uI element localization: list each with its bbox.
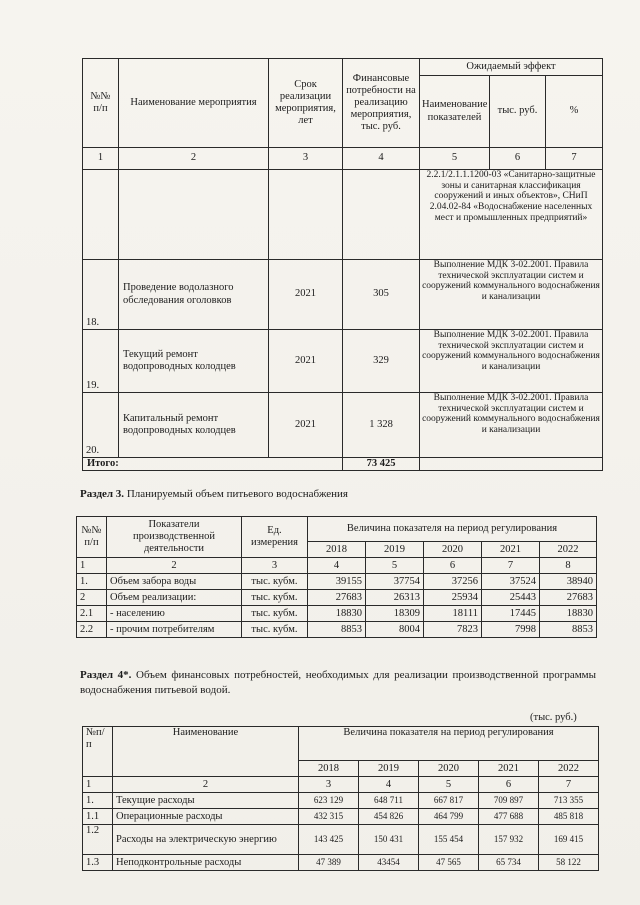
- col-number: 1: [77, 558, 107, 574]
- header-num: №№ п/п: [83, 59, 119, 148]
- row-name: Текущие расходы: [113, 793, 299, 809]
- row-note: Выполнение МДК 3-02.2001. Правила технической эксплуатации систем и сооружений коммунального водоснабжения и канализации: [420, 260, 603, 330]
- header-unit: Ед. измерения: [242, 517, 308, 558]
- row-value: 26313: [366, 590, 424, 606]
- header-thous-rub: тыс. руб.: [490, 76, 546, 148]
- year-2018: 2018: [299, 761, 359, 777]
- row-value: 43454: [359, 855, 419, 871]
- row-value: 39155: [308, 574, 366, 590]
- col-number: 7: [482, 558, 540, 574]
- row-num: 20.: [83, 393, 119, 458]
- col-number: 2: [119, 148, 269, 170]
- header-measure-name: Наименование мероприятия: [119, 59, 269, 148]
- row-value: 58 122: [539, 855, 599, 871]
- col-number: 1: [83, 148, 119, 170]
- row-num: 2: [77, 590, 107, 606]
- row-value: 143 425: [299, 825, 359, 855]
- col-number: 2: [107, 558, 242, 574]
- row-unit: тыс. кубм.: [242, 590, 308, 606]
- row-num: 1.1: [83, 809, 113, 825]
- section3-heading: [80, 488, 348, 500]
- row-value: 464 799: [419, 809, 479, 825]
- row-cost: 305: [343, 260, 420, 330]
- row-value: 37754: [366, 574, 424, 590]
- financial-needs-table: [82, 726, 599, 871]
- row-measure-name: Текущий ремонт водопроводных колодцев: [119, 330, 269, 393]
- row-value: 47 565: [419, 855, 479, 871]
- row-unit: тыс. кубм.: [242, 606, 308, 622]
- row-note: Выполнение МДК 3-02.2001. Правила технической эксплуатации систем и сооружений коммунального водоснабжения и канализации: [420, 330, 603, 393]
- row-value: 155 454: [419, 825, 479, 855]
- table-row: [83, 260, 603, 330]
- col-number: 8: [540, 558, 597, 574]
- row-value: 65 734: [479, 855, 539, 871]
- row-indicator: - прочим потребителям: [107, 622, 242, 638]
- col-number: 6: [490, 148, 546, 170]
- units-note: (тыс. руб.): [530, 712, 577, 723]
- row-value: 454 826: [359, 809, 419, 825]
- header-num: №п/п: [83, 727, 113, 777]
- row-num: 18.: [83, 260, 119, 330]
- table-row: [77, 590, 597, 606]
- row-name: Расходы на электрическую энергию: [113, 825, 299, 855]
- col-number: 3: [269, 148, 343, 170]
- header-period: Величина показателя на период регулирования: [299, 727, 599, 761]
- row-name: Операционные расходы: [113, 809, 299, 825]
- row-num: 1.: [83, 793, 113, 809]
- row-cost: 1 328: [343, 393, 420, 458]
- row-value: 667 817: [419, 793, 479, 809]
- row-cost: 329: [343, 330, 420, 393]
- row-num: 2.1: [77, 606, 107, 622]
- row-value: 18830: [540, 606, 597, 622]
- col-number: 3: [242, 558, 308, 574]
- row-value: 18830: [308, 606, 366, 622]
- row-num: 1.3: [83, 855, 113, 871]
- col-number: 4: [308, 558, 366, 574]
- row-value: 8853: [308, 622, 366, 638]
- header-period: Величина показателя на период регулирования: [308, 517, 597, 542]
- row-value: 18309: [366, 606, 424, 622]
- water-volume-table: [76, 516, 597, 638]
- col-number: 7: [539, 777, 599, 793]
- table-row: [77, 574, 597, 590]
- row-value: 7998: [482, 622, 540, 638]
- row-num: 19.: [83, 330, 119, 393]
- row-indicator: Объем забора воды: [107, 574, 242, 590]
- total-label: Итого:: [83, 458, 343, 471]
- year-2018: 2018: [308, 542, 366, 558]
- column-numbers-row: [77, 558, 597, 574]
- year-2020: 2020: [424, 542, 482, 558]
- section4-heading: [80, 668, 596, 698]
- row-value: 169 415: [539, 825, 599, 855]
- column-numbers-row: [83, 777, 599, 793]
- table-row: [77, 622, 597, 638]
- table-row: [83, 825, 599, 855]
- year-2022: 2022: [540, 542, 597, 558]
- year-2020: 2020: [419, 761, 479, 777]
- section3-title: Планируемый объем питьевого водоснабжения: [126, 488, 348, 500]
- row-value: 37256: [424, 574, 482, 590]
- row-value: 18111: [424, 606, 482, 622]
- row-value: 157 932: [479, 825, 539, 855]
- row-value: 27683: [540, 590, 597, 606]
- header-indicator: Показатели производственной деятельности: [107, 517, 242, 558]
- year-2021: 2021: [482, 542, 540, 558]
- col-number: 2: [113, 777, 299, 793]
- row-value: 485 818: [539, 809, 599, 825]
- year-2022: 2022: [539, 761, 599, 777]
- row-value: 17445: [482, 606, 540, 622]
- col-number: 6: [479, 777, 539, 793]
- row-value: 709 897: [479, 793, 539, 809]
- row-value: 432 315: [299, 809, 359, 825]
- header-expected-effect: Ожидаемый эффект: [420, 59, 603, 76]
- year-2019: 2019: [366, 542, 424, 558]
- header-name: Наименование: [113, 727, 299, 777]
- row-value: 27683: [308, 590, 366, 606]
- total-row: [83, 458, 603, 471]
- table-row: [83, 393, 603, 458]
- row-value: 25934: [424, 590, 482, 606]
- header-num: №№ п/п: [77, 517, 107, 558]
- row-value: 8004: [366, 622, 424, 638]
- table-row: [83, 855, 599, 871]
- row-num: 1.2: [83, 825, 113, 855]
- row-unit: тыс. кубм.: [242, 622, 308, 638]
- year-2019: 2019: [359, 761, 419, 777]
- row-name: Неподконтрольные расходы: [113, 855, 299, 871]
- row-measure-name: Капитальный ремонт водопроводных колодцев: [119, 393, 269, 458]
- col-number: 1: [83, 777, 113, 793]
- col-number: 5: [366, 558, 424, 574]
- row-indicator: - населению: [107, 606, 242, 622]
- col-number: 4: [359, 777, 419, 793]
- header-finance: Финансовые потребности на реализацию мероприятия, тыс. руб.: [343, 59, 420, 148]
- column-numbers-row: [83, 148, 603, 170]
- row-indicator: Объем реализации:: [107, 590, 242, 606]
- row-measure-name: Проведение водолазного обследования оголовков: [119, 260, 269, 330]
- table-row: [83, 170, 603, 260]
- section4-title: Объем финансовых потребностей, необходимых для реализации производственной программы водоснабжения питьевой водой.: [80, 669, 597, 696]
- row-unit: тыс. кубм.: [242, 574, 308, 590]
- continuation-note: 2.2.1/2.1.1.1200-03 «Санитарно-защитные зоны и санитарная классификация сооружений и иных объектов», СНиП 2.04.02-84 «Водоснабжение населенных мест и промышленных предприятий»: [420, 170, 603, 260]
- row-value: 47 389: [299, 855, 359, 871]
- col-number: 7: [546, 148, 603, 170]
- col-number: 4: [343, 148, 420, 170]
- table-row: [77, 606, 597, 622]
- measures-table: [82, 58, 603, 471]
- row-value: 477 688: [479, 809, 539, 825]
- row-value: 150 431: [359, 825, 419, 855]
- col-number: 5: [419, 777, 479, 793]
- table-row: [83, 793, 599, 809]
- section4-label: Раздел 4*.: [80, 669, 132, 681]
- col-number: 5: [420, 148, 490, 170]
- row-num: 2.2: [77, 622, 107, 638]
- header-indicator-name: Наименование показателей: [420, 76, 490, 148]
- col-number: 6: [424, 558, 482, 574]
- table-row: [83, 330, 603, 393]
- section3-label: Раздел 3.: [80, 488, 125, 500]
- header-term: Срок реализации мероприятия, лет: [269, 59, 343, 148]
- row-note: Выполнение МДК 3-02.2001. Правила технической эксплуатации систем и сооружений коммунального водоснабжения и канализации: [420, 393, 603, 458]
- row-year: 2021: [269, 260, 343, 330]
- row-value: 25443: [482, 590, 540, 606]
- row-num: 1.: [77, 574, 107, 590]
- row-value: 8853: [540, 622, 597, 638]
- total-value: 73 425: [343, 458, 420, 471]
- header-percent: %: [546, 76, 603, 148]
- row-value: 648 711: [359, 793, 419, 809]
- row-value: 7823: [424, 622, 482, 638]
- row-year: 2021: [269, 393, 343, 458]
- year-2021: 2021: [479, 761, 539, 777]
- row-value: 713 355: [539, 793, 599, 809]
- row-value: 623 129: [299, 793, 359, 809]
- col-number: 3: [299, 777, 359, 793]
- row-value: 37524: [482, 574, 540, 590]
- table-row: [83, 809, 599, 825]
- row-value: 38940: [540, 574, 597, 590]
- row-year: 2021: [269, 330, 343, 393]
